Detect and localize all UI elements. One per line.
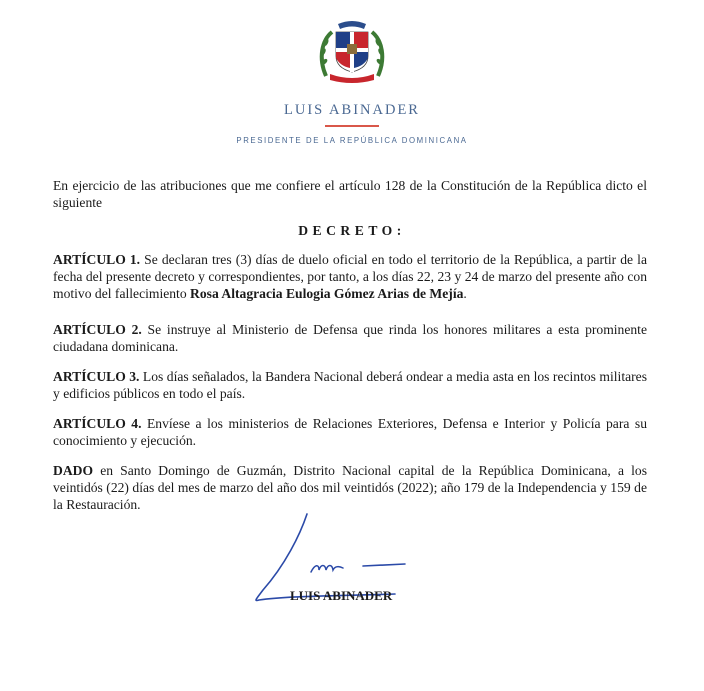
signatory-name: LUIS ABINADER xyxy=(290,588,393,603)
header-divider xyxy=(325,125,379,127)
article-2 xyxy=(53,321,647,355)
article-1-label: ARTÍCULO 1. xyxy=(53,252,141,267)
article-2-text: Se instruye al Ministerio de Defensa que rinda los honores militares a esta prominente ciudadana dominicana. xyxy=(53,322,647,354)
article-3 xyxy=(53,368,647,402)
header-president-name: LUIS ABINADER xyxy=(284,102,420,118)
dado-text: en Santo Domingo de Guzmán, Distrito Nacional capital de la República Dominicana, a los veintidós (22) días del mes de marzo del año dos mil veintidós (2022); año 179 de la Independencia y 159 de la Restauración. xyxy=(53,463,647,512)
article-1-suffix: . xyxy=(463,286,467,301)
article-1 xyxy=(53,251,647,302)
coat-of-arms-icon xyxy=(318,18,386,84)
article-4-label: ARTÍCULO 4. xyxy=(53,416,142,431)
article-3-label: ARTÍCULO 3. xyxy=(53,369,140,384)
article-1-text: Se declaran tres (3) días de duelo oficial en todo el territorio de la República, a partir de la fecha del presente decreto y correspondientes, por tanto, a los días 22, 23 y 24 de marzo del presente año con motivo del fallecimiento xyxy=(53,252,647,301)
header-president-title: PRESIDENTE DE LA REPÚBLICA DOMINICANA xyxy=(236,136,468,145)
article-1-deceased-name: Rosa Altagracia Eulogia Gómez Arias de Mejía xyxy=(190,286,464,301)
dado-label: DADO xyxy=(53,463,94,478)
decree-heading: DECRETO: xyxy=(298,223,406,238)
intro-paragraph: En ejercicio de las atribuciones que me confiere el artículo 128 de la Constitución de la República dicto el siguiente xyxy=(53,178,647,210)
article-3-text: Los días señalados, la Bandera Nacional deberá ondear a media asta en los recintos militares y edificios públicos en todo el país. xyxy=(53,369,647,401)
article-2-label: ARTÍCULO 2. xyxy=(53,322,142,337)
article-4-text: Envíese a los ministerios de Relaciones Exteriores, Defensa e Interior y Policía para su conocimiento y ejecución. xyxy=(53,416,647,448)
article-4 xyxy=(53,415,647,449)
dado-paragraph xyxy=(53,462,647,513)
